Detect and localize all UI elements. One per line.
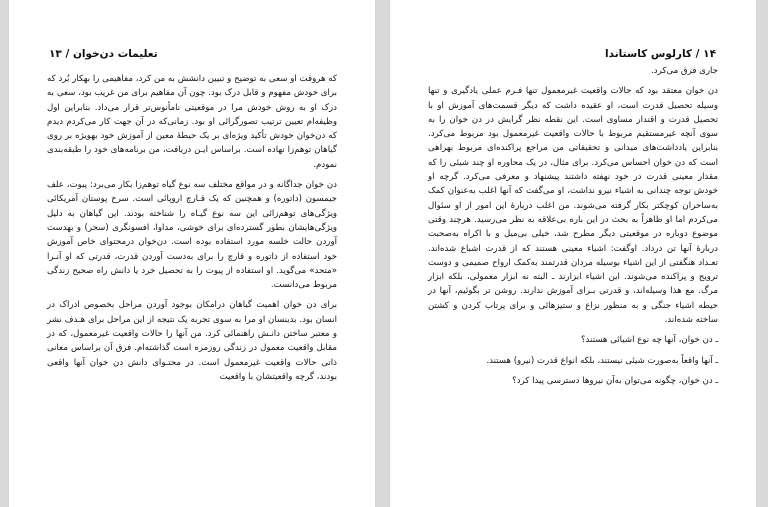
right-paragraph-2: دن خوان معتقد بود که حالات واقعیت غیرمعمول تنها فـرم عملی یادگیری و تنها وسیله تحصیل قدرت است، او عقیده داشت که دیگر قسمت‌های آموزش او با تحصیل قدرت و اقتدار مساوی است. این نقطه نظر گرایش در دن خوان را به سوی آنچه غیرمستقیم مربوط با حالات واقعیت غیرمعمول بود مربوط می‌کرد. بنابراین یادداشت‌های میدانی و تحقیقاتی من مراجع پراکنده‌ای مربوط بهراهی است که دن خوان احساس می‌کرد. برای مثال، در یک محاوره او چند شیئی را که مقدار معینی قدرت در خود نهفته داشتند پیشنهاد و معرفی می‌کرد. گرچه او خودش توجه چندانی به اشیاء نیرو نداشت، او می‌گفت که آنها اغلب به‌عنوان کمک به‌ساحران کوچکتر بکار گرفته می‌شوند. من اغلب دربارهٔ این امور از او سئوال می‌کردم اما او ظاهراً به بحث در این باره بی‌علاقه به نظر می‌رسید. هرچند وقتی موضوع دوباره در موقعیتی دیگر مطرح شد، خیلی بی‌میل و با اکراه به‌صحبت دربارهٔ آنها تن درداد. اوگفت: اشیاء معینی هستند که از قدرت اشباع شده‌اند. تعـداد هنگفتی از این اشیاء بوسیله مردان قدرتمند به‌کمک ارواح صمیمی و دوست ترویج و پراکنده می‌شوند. این اشیاء ابزارند ـ البته نه ابزار معمولی، بلکه ابزار مرگ. مع هذا وسیله‌اند، و قدرتی بـرای آموزش ندارند. روشن تر بگوئیم، آنها در حیطه اشیاء جنگی و به منظور نزاع و ستیزهائی و برای پرتاب کردن و کشتن ساخته شده‌اند. — [428, 86, 718, 326]
left-page-running-title: تعلیمات دن‌خوان / ۱۳ — [49, 48, 158, 60]
right-page — [390, 0, 756, 507]
left-page-header — [49, 48, 335, 66]
left-page — [9, 0, 375, 507]
right-paragraph-4: ـ آنها واقعاً به‌صورت شیئی نیستند، بلکه انواع قدرت (نیرو) هستند. — [486, 355, 718, 366]
right-paragraph-1: جاری فرق می‌کرد. — [651, 66, 718, 76]
right-paragraph-3: ـ دن خوان، آنها چه نوع اشیائی هستند؟ — [580, 335, 718, 346]
left-paragraph-2: دن خوان جداگانه و در مواقع مختلف سه نوع گیاه توهم‌زا بکار می‌برد: پیوت، علف جیمسون (داتوره) و همچنین که یک قـارچ اروپائی است. سرخ پوستان آمریکائی ویژگی‌های توهم‌زائی این سه نوع گیـاه را شناخته بودند. این گیاهان به دلیل ویژگی‌هایشان بطور گسترده‌ای برای خوشی، مداوا، افسونگری (سحر) و بهدست آوردن حالت خلسه مورد استفاده بوده است. دن‌خوان درمحتوای خاص آموزش خود استفاده از داتوره و قارچ را برای به‌دست آوردن قدرت، قدرتی که او آنـرا «متحد» می‌گوید. او استفاده از پیوت را به تحصیل خرد یا دانش راه صحیح زندگی مربوط می‌دانست. — [47, 180, 337, 291]
right-page-body — [428, 64, 718, 394]
right-page-running-title: ۱۴ / کارلوس کاستاندا — [605, 48, 716, 60]
left-paragraph-1: که هروقت او سعی به توضیح و تبیین دانشش به من کرد، مفاهیمی را بهکار بُرد که برای خودش مفهوم و قابل درک بود. چون آن مفاهیم برای من غریب بود، سعی به درک او به روش خودش مرا در موقعیتی نامأنوس‌تر قرار می‌داد. بنابراین اول وظیفه‌ام تعیین ترتیب تصورگرائی او بود. زمانی‌که در آن جهت کار می‌کردم دیدم که دن‌خوان خودش تأکید ویژه‌ای بر یک حیطهٔ معین از آموزش خود بهویژه بر روی گیاهان توهم‌زا نهاده است. براساس ایـن دریافت، من برنامه‌های خود را طبقه‌بندی نمودم. — [47, 74, 337, 170]
left-paragraph-3: برای دن خوان اهمیت گیاهان درامکان بوجود آوردن مراحل بخصوص ادراک در انسان بود. بدینسان او مرا به سوی تجربه یک نتیجه از این مراحل برای هـدف نشر و معتبر ساختن دانـش راهنمائی کرد. من آنها را حالات واقعیت غیرمعمول، که در مقابل واقعیت معمول در زندگی روزمره است گذاشته‌ام. فرق آن براساس معانی ذاتی حالات واقعیت غیرمعمول است. در محتـوای دانش دن خوان آنها واقعی بودند، گرچه واقعیتشان با واقعیت — [47, 300, 337, 382]
right-paragraph-5: ـ دن خوان، چگونه می‌توان به‌آن نیروها دسترسی پیدا کرد؟ — [512, 375, 718, 386]
left-page-body — [47, 72, 337, 390]
